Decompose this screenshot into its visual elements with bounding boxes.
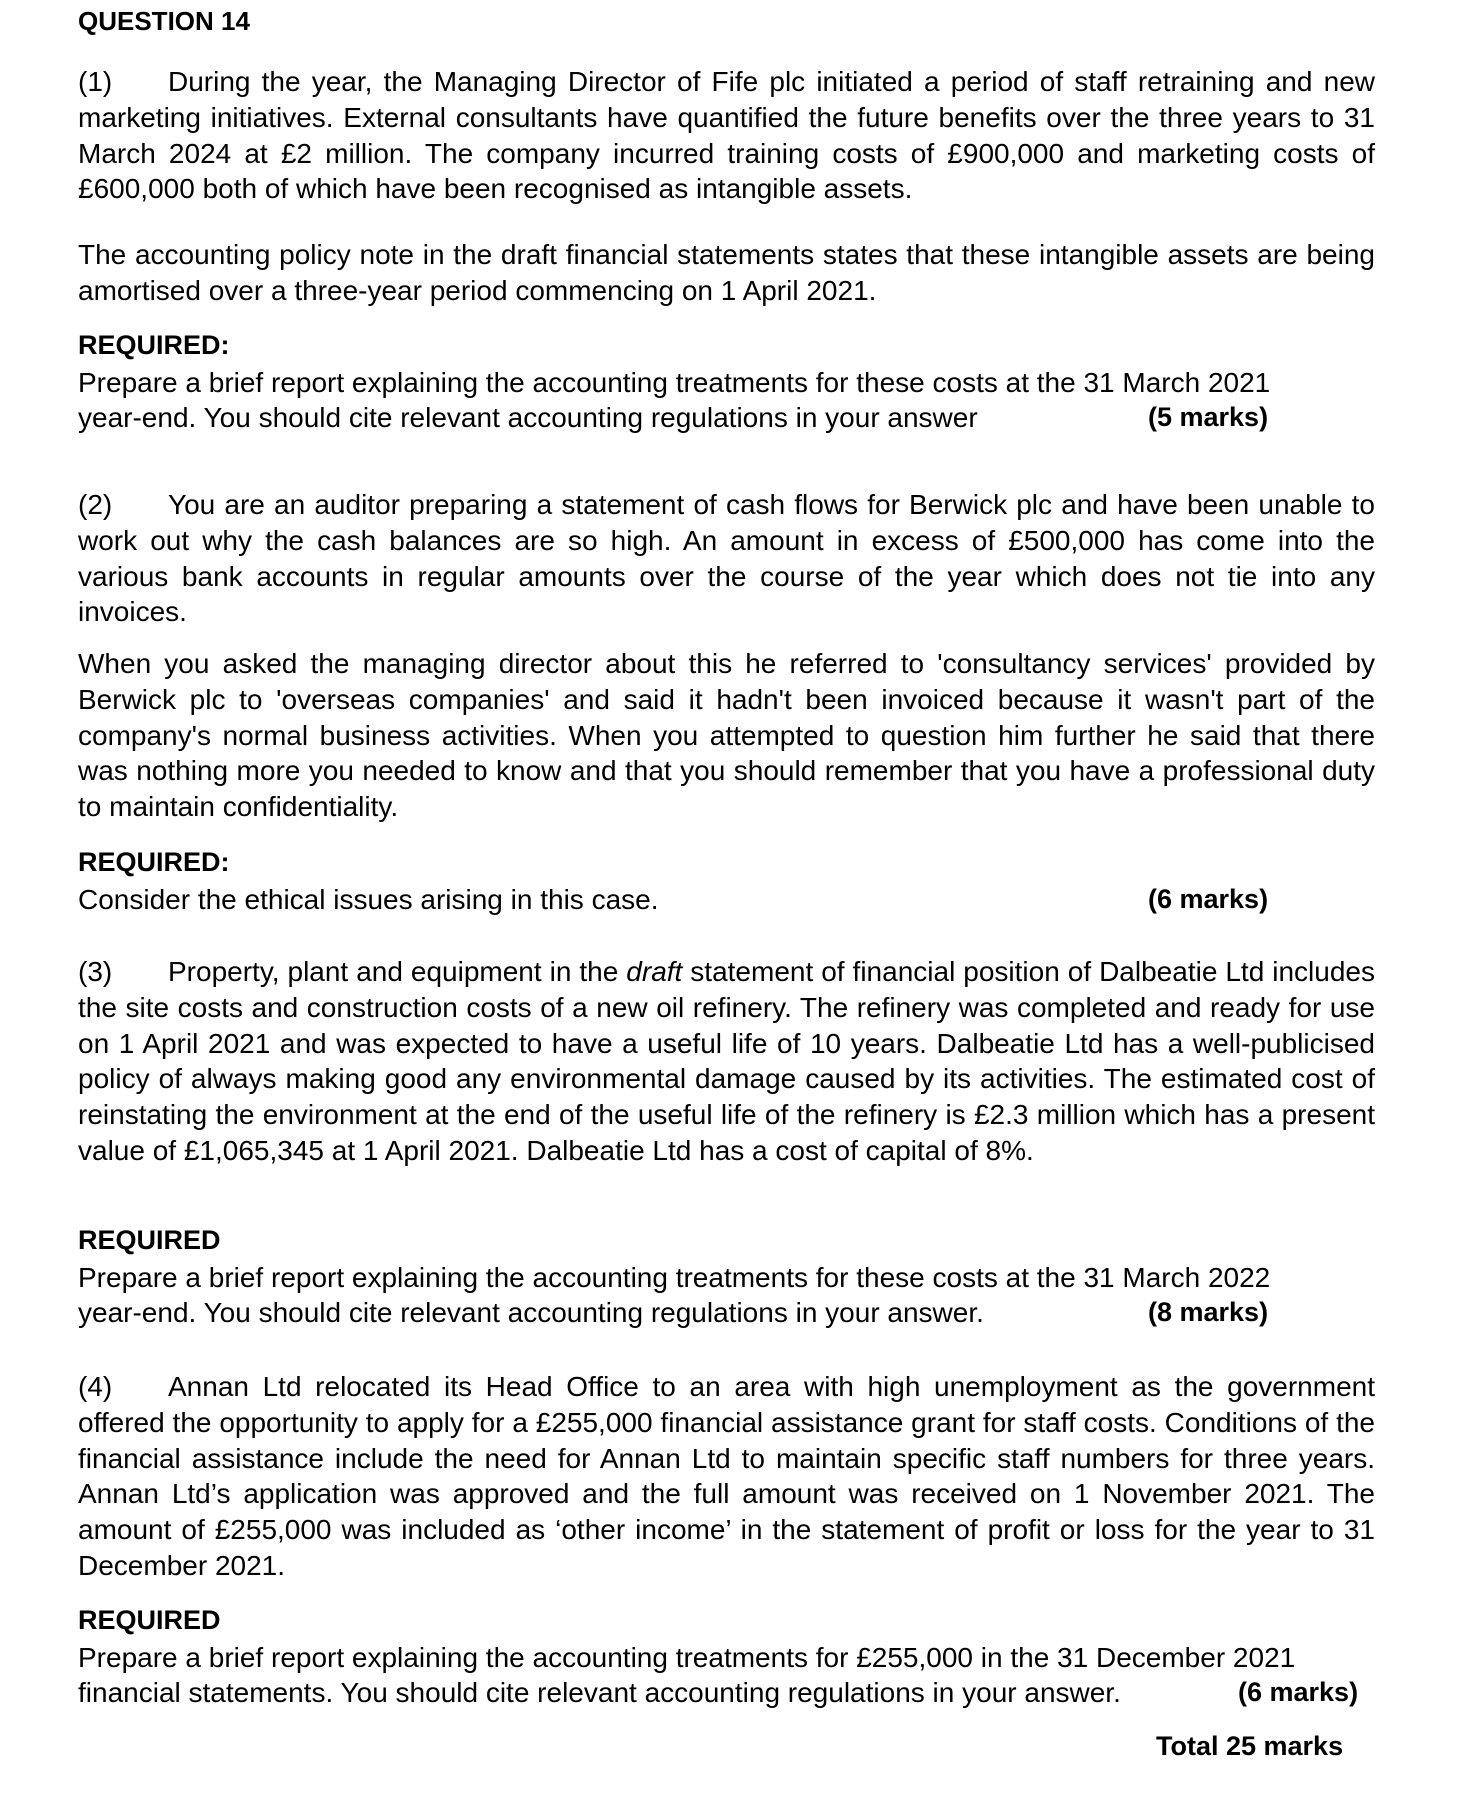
required-heading: REQUIRED: [78, 330, 230, 360]
marks-label: (8 marks) [1148, 1297, 1269, 1327]
part-2-paragraph-1 [78, 487, 1375, 630]
required-heading: REQUIRED [78, 1605, 221, 1635]
required-text-line: Prepare a brief report explaining the accounting treatments for these costs at the 31 March 2021 [78, 367, 1271, 398]
part-number: (4) [78, 1371, 113, 1402]
marks-label: (6 marks) [1238, 1677, 1359, 1707]
required-text-line: financial statements. You should cite relevant accounting regulations in your answer. [78, 1677, 1121, 1708]
part-number: (2) [78, 489, 113, 520]
paragraph-text: You are an auditor preparing a statement of cash flows for Berwick plc and have been unable to work out why the cash balances are so high. An amount in excess of £500,000 has come into the various bank accounts in regular amounts over the course of the year which does not tie into any invoices. [78, 489, 1375, 628]
part-4-paragraph-1 [78, 1369, 1375, 1584]
required-heading: REQUIRED [78, 1225, 221, 1255]
required-heading: REQUIRED: [78, 847, 230, 877]
required-text-line: Prepare a brief report explaining the accounting treatments for these costs at the 31 March 2022 [78, 1262, 1271, 1293]
part-number: (3) [78, 956, 113, 987]
paragraph-text: During the year, the Managing Director of Fife plc initiated a period of staff retraining and new marketing initiatives. External consultants have quantified the future benefits over the three years to 31 March 2024 at £2 million. The company incurred training costs of £900,000 and marketing costs of £600,000 both of which have been recognised as intangible assets. [78, 66, 1375, 205]
required-text-line: Prepare a brief report explaining the accounting treatments for £255,000 in the 31 December 2021 [78, 1642, 1296, 1673]
part-number: (1) [78, 66, 113, 97]
paragraph-text: Property, plant and equipment in the [168, 956, 627, 987]
required-text-line: year-end. You should cite relevant accounting regulations in your answer. [78, 1297, 984, 1328]
required-text-line: Consider the ethical issues arising in this case. [78, 884, 659, 915]
part-1-paragraph-2: The accounting policy note in the draft financial statements states that these intangible assets are being amortised over a three-year period commencing on 1 April 2021. [78, 239, 1375, 306]
question-title: QUESTION 14 [78, 6, 250, 36]
part-3-paragraph-1 [78, 954, 1375, 1169]
part-2-paragraph-2: When you asked the managing director about this he referred to 'consultancy services' provided by Berwick plc to 'overseas companies' and said it hadn't been invoiced because it wasn't part of the company's normal business activities. When you attempted to question him further he said that there was nothing more you needed to know and that you should remember that you have a professional duty to maintain confidentiality. [78, 648, 1375, 823]
marks-label: (6 marks) [1148, 884, 1269, 914]
emphasis-text: draft [626, 956, 683, 987]
paragraph-text: Annan Ltd relocated its Head Office to an area with high unemployment as the government offered the opportunity to apply for a £255,000 financial assistance grant for staff costs. Conditions of the financial assistance include the need for Annan Ltd to maintain specific staff numbers for three years. Annan Ltd’s application was approved and the full amount was received on 1 November 2021. The amount of £255,000 was included as ‘other income’ in the statement of profit or loss for the year to 31 December 2021. [78, 1371, 1375, 1581]
part-1-paragraph-1 [78, 64, 1375, 207]
paragraph-text: statement of financial position of Dalbeatie Ltd includes the site costs and construction costs of a new oil refinery. The refinery was completed and ready for use on 1 April 2021 and was expected to have a useful life of 10 years. Dalbeatie Ltd has a well-publicised policy of always making good any environmental damage caused by its activities. The estimated cost of reinstating the environment at the end of the useful life of the refinery is £2.3 million which has a present value of £1,065,345 at 1 April 2021. Dalbeatie Ltd has a cost of capital of 8%. [78, 956, 1375, 1166]
marks-label: (5 marks) [1148, 402, 1269, 432]
total-marks: Total 25 marks [1156, 1731, 1344, 1761]
required-text-line: year-end. You should cite relevant accounting regulations in your answer [78, 402, 978, 433]
